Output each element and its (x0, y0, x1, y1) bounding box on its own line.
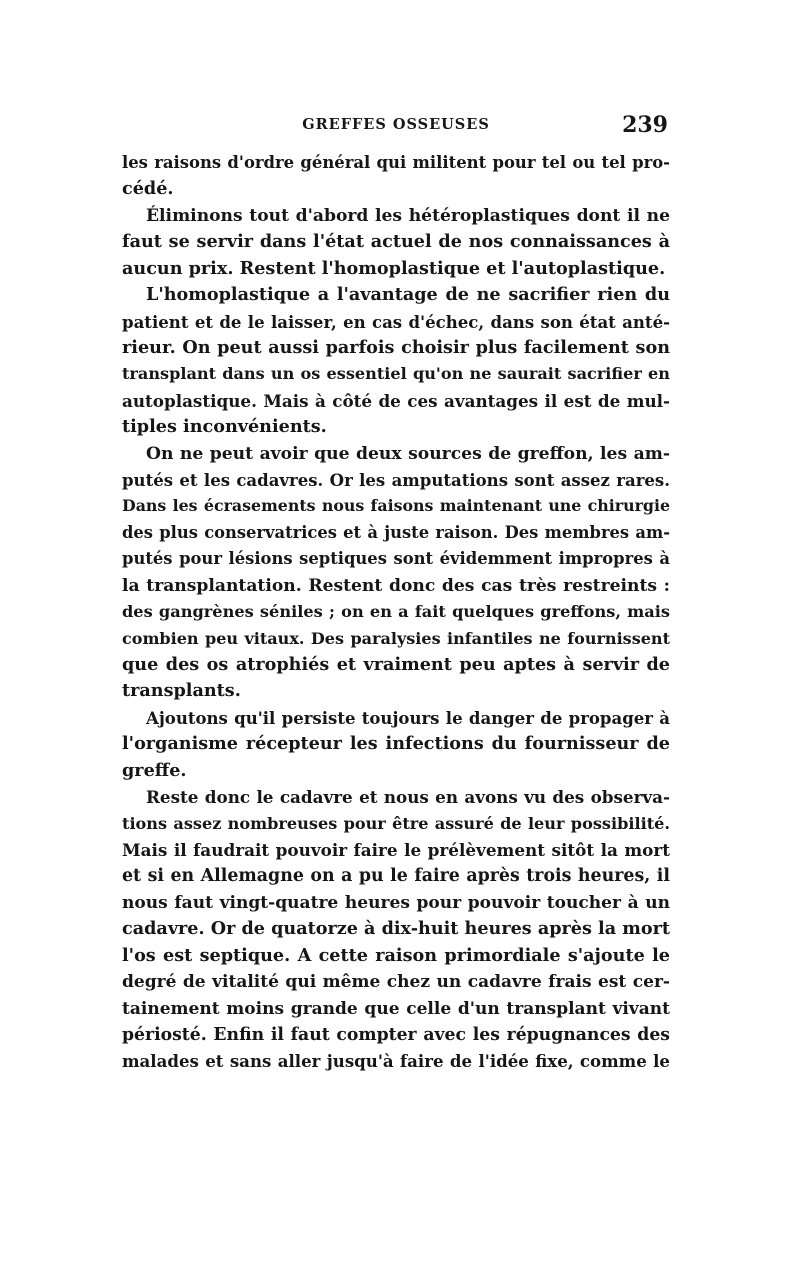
text-line: patient et de le laisser, en cas d'échec, dans son état anté- (122, 311, 670, 332)
text-line: et si en Allemagne on a pu le faire après trois heures, il (122, 866, 670, 887)
text-line: tions assez nombreuses pour être assuré de leur possibilité. (122, 813, 670, 833)
text-line: tiples inconvénients. (122, 416, 327, 438)
running-head (122, 112, 670, 142)
text-line: On ne peut avoir que deux sources de greffon, les am- (146, 443, 670, 464)
text-line: Reste donc le cadavre et nous en avons vu des observa- (146, 787, 670, 808)
text-line: cédé. (122, 178, 174, 200)
running-title: GREFFES OSSEUSES (302, 116, 490, 133)
text-line: aucun prix. Restent l'homoplastique et l'autoplastique. (122, 257, 666, 279)
text-line: degré de vitalité qui même chez un cadavre frais est cer- (122, 972, 670, 993)
text-line: la transplantation. Restent donc des cas très restreints : (122, 575, 670, 596)
text-line: nous faut vingt-quatre heures pour pouvoir toucher à un (122, 892, 670, 913)
text-line: greffe. (122, 759, 187, 781)
text-line: des plus conservatrices et à juste raison. Des membres am- (122, 522, 670, 542)
text-line: cadavre. Or de quatorze à dix-huit heures après la mort (122, 918, 670, 940)
text-line: des gangrènes séniles ; on en a fait quelques greffons, mais (122, 602, 670, 622)
text-line: putés pour lésions septiques sont évidemment impropres à (122, 549, 670, 569)
text-line: l'os est septique. A cette raison primordiale s'ajoute le (122, 944, 670, 966)
body-text (122, 150, 670, 1075)
text-line: Éliminons tout d'abord les hétéroplastiques dont il ne (146, 205, 670, 226)
text-line: transplant dans un os essentiel qu'on ne saurait sacrifier en (122, 364, 670, 384)
text-line: putés et les cadavres. Or les amputations sont assez rares. (122, 470, 670, 491)
text-line: l'organisme récepteur les infections du fournisseur de (122, 733, 670, 755)
text-line: malades et sans aller jusqu'à faire de l'idée fixe, comme le (122, 1051, 670, 1072)
text-line: les raisons d'ordre général qui militent pour tel ou tel pro- (122, 153, 670, 172)
text-line: faut se servir dans l'état actuel de nos connaissances à (122, 231, 670, 253)
text-line: Mais il faudrait pouvoir faire le prélèvement sitôt la mort (122, 839, 670, 860)
text-line: tainement moins grande que celle d'un transplant vivant (122, 998, 670, 1019)
text-line: autoplastique. Mais à côté de ces avantages il est de mul- (122, 390, 670, 411)
text-line: Dans les écrasements nous faisons maintenant une chirurgie (122, 496, 670, 516)
text-line: transplants. (122, 680, 241, 702)
text-line: L'homoplastique a l'avantage de ne sacrifier rien du (146, 284, 670, 306)
text-line: que des os atrophiés et vraiment peu aptes à servir de (122, 654, 670, 676)
text-line: périosté. Enfin il faut compter avec les répugnances des (122, 1024, 670, 1045)
text-line: rieur. On peut aussi parfois choisir plus facilement son (122, 336, 670, 358)
page-number: 239 (622, 112, 668, 138)
text-line: combien peu vitaux. Des paralysies infantiles ne fournissent (122, 628, 670, 648)
text-line: Ajoutons qu'il persiste toujours le danger de propager à (146, 707, 670, 728)
